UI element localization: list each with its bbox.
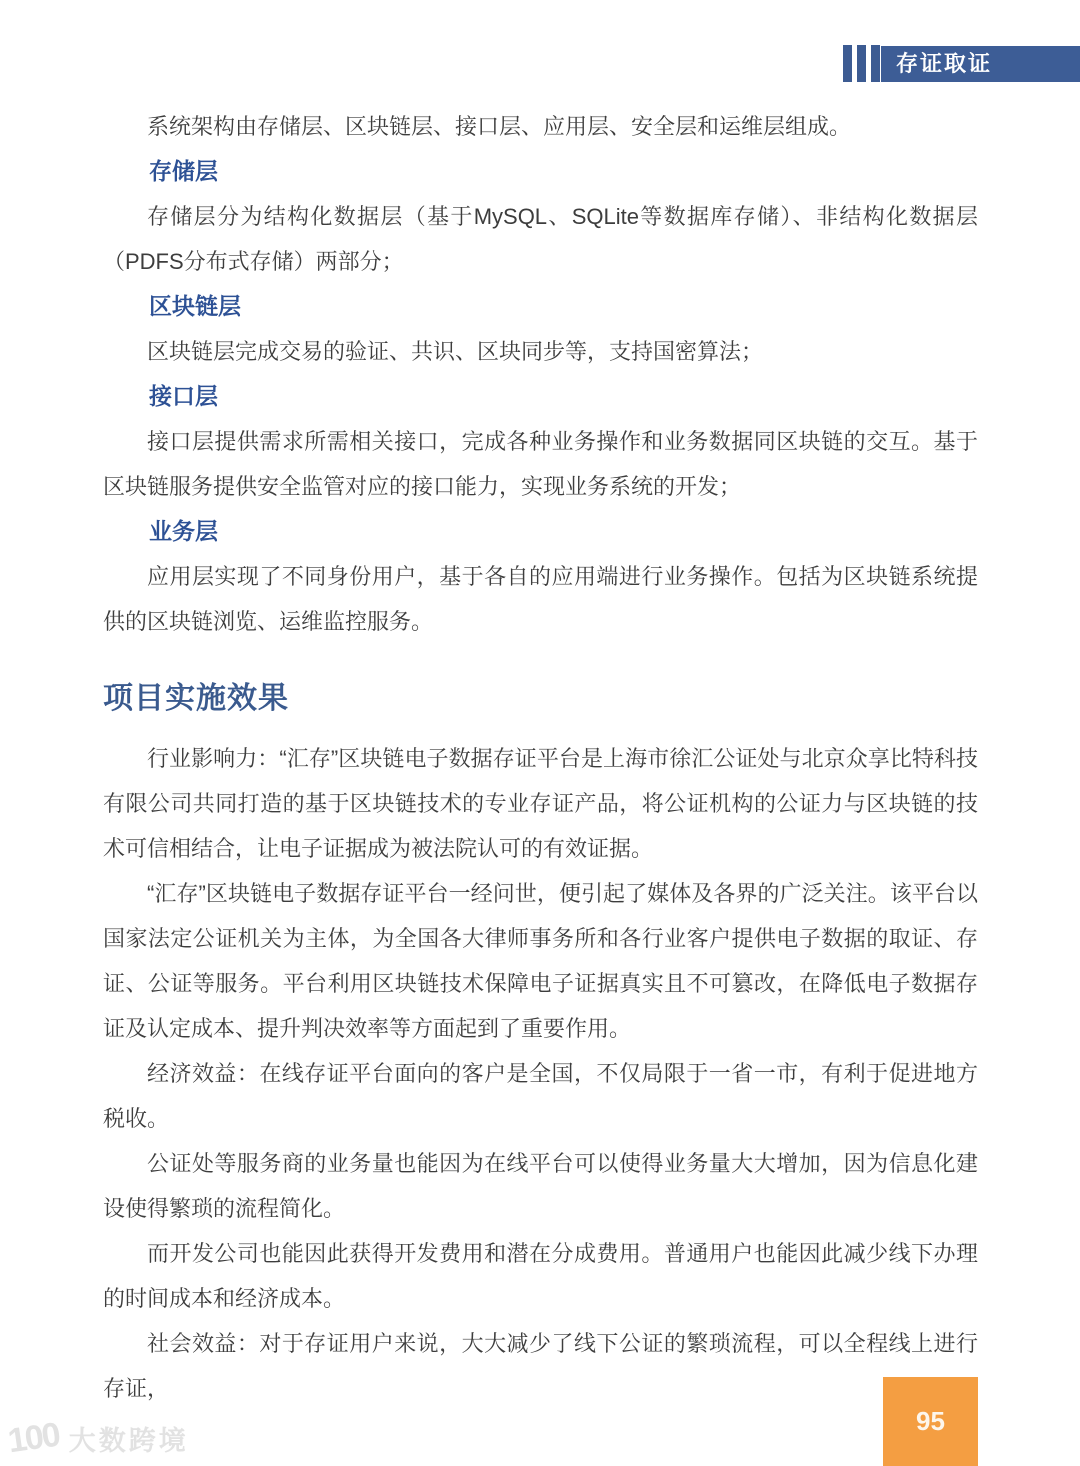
effect-paragraph: 而开发公司也能因此获得开发费用和潜在分成费用。普通用户也能因此减少线下办理的时间成本和经济成本。 xyxy=(103,1241,978,1311)
banner-decoration-bars xyxy=(843,45,880,82)
watermark-logo-icon: 100 xyxy=(5,1415,62,1461)
effect-paragraph: “汇存”区块链电子数据存证平台一经问世，便引起了媒体及各界的广泛关注。该平台以国家法定公证机关为主体，为全国各大律师事务所和各行业客户提供电子数据的取证、存证、公证等服务。平台利用区块链技术保障电子证据真实且不可篡改，在降低电子数据存证及认定成本、提升判决效率等方面起到了重要作用。 xyxy=(103,881,978,1041)
chapter-banner: 存证取证 xyxy=(881,46,1080,82)
page-number: 95 xyxy=(916,1406,945,1436)
intro-paragraph: 系统架构由存储层、区块链层、接口层、应用层、安全层和运维层组成。 xyxy=(147,114,852,139)
section-body-business: 应用层实现了不同身份用户，基于各自的应用端进行业务操作。包括为区块链系统提供的区块链浏览、运维监控服务。 xyxy=(103,564,978,634)
effect-section-title: 项目实施效果 xyxy=(103,682,289,715)
section-heading-interface: 接口层 xyxy=(149,383,218,409)
banner-bar xyxy=(843,45,852,82)
banner-bar xyxy=(857,45,866,82)
page-content xyxy=(103,104,978,1411)
banner-bar xyxy=(871,45,880,82)
section-body-storage: 存储层分为结构化数据层（基于MySQL、SQLite等数据库存储）、非结构化数据层（PDFS分布式存储）两部分； xyxy=(103,204,978,274)
section-heading-blockchain: 区块链层 xyxy=(149,293,241,319)
section-heading-business: 业务层 xyxy=(149,518,218,544)
section-body-interface: 接口层提供需求所需相关接口，完成各种业务操作和业务数据同区块链的交互。基于区块链服务提供安全监管对应的接口能力，实现业务系统的开发； xyxy=(103,429,978,499)
section-heading-storage: 存储层 xyxy=(149,158,218,184)
effect-paragraph: 行业影响力：“汇存”区块链电子数据存证平台是上海市徐汇公证处与北京众享比特科技有限公司共同打造的基于区块链技术的专业存证产品，将公证机构的公证力与区块链的技术可信相结合，让电子证据成为被法院认可的有效证据。 xyxy=(103,746,978,861)
watermark-text: 大数跨境 xyxy=(68,1426,189,1456)
watermark xyxy=(5,1415,189,1461)
section-body-blockchain: 区块链层完成交易的验证、共识、区块同步等，支持国密算法； xyxy=(147,339,764,364)
effect-paragraph: 经济效益：在线存证平台面向的客户是全国，不仅局限于一省一市，有利于促进地方税收。 xyxy=(103,1061,978,1131)
effect-paragraph: 社会效益：对于存证用户来说，大大减少了线下公证的繁琐流程，可以全程线上进行存证， xyxy=(103,1331,978,1401)
effect-paragraph: 公证处等服务商的业务量也能因为在线平台可以使得业务量大大增加，因为信息化建设使得繁琐的流程简化。 xyxy=(103,1151,978,1221)
page-number-badge xyxy=(883,1377,978,1466)
